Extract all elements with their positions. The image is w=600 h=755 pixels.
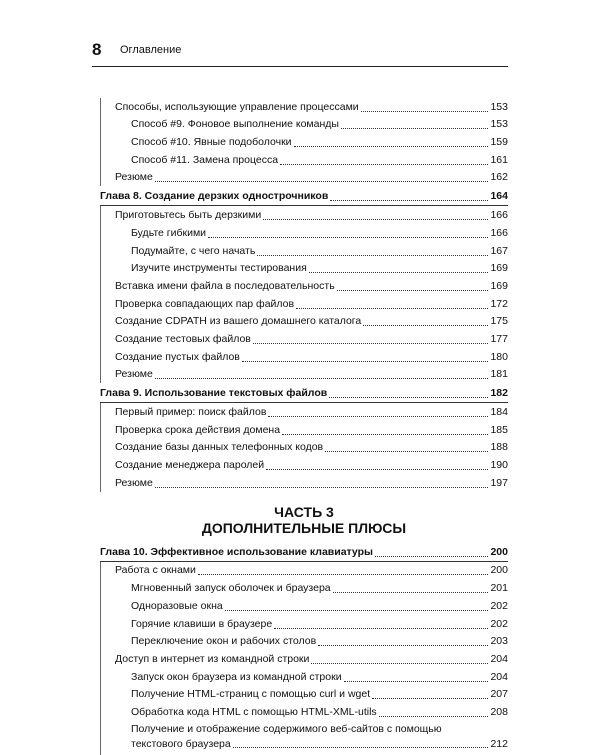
part-title: ДОПОЛНИТЕЛЬНЫЕ ПЛЮСЫ (201, 519, 407, 536)
toc-entry-label: Способ #11. Замена процесса (131, 153, 279, 166)
toc-entry-page: 177 (490, 332, 508, 345)
toc-entry (100, 242, 508, 260)
dot-leader (372, 698, 488, 699)
toc-entry-page: 169 (490, 262, 508, 275)
toc-entry-label: Резюме (115, 171, 153, 184)
toc-entry-page: 153 (490, 118, 508, 131)
toc-entry (100, 439, 508, 457)
toc-entry-label: Изучите инструменты тестирования (131, 262, 307, 275)
toc-entry-page: 167 (490, 244, 508, 257)
toc-chapter-page: 182 (490, 387, 508, 400)
dot-leader (363, 325, 488, 326)
dot-leader (266, 469, 488, 470)
dot-leader (225, 610, 489, 611)
part-heading (100, 504, 508, 536)
toc-entry-label: Проверка срока действия домена (115, 423, 281, 436)
toc-entry-page: 207 (490, 688, 508, 701)
toc-entry-label: Работа с окнами (115, 564, 196, 577)
toc-entry (100, 169, 508, 187)
toc-entry (100, 151, 508, 169)
toc-entry-label: Получение и отображение содержимого веб-сайтов с помощью (131, 722, 442, 735)
toc-entry (100, 650, 508, 668)
toc-entry-label: Горячие клавиши в браузере (131, 617, 273, 630)
dot-leader (253, 343, 489, 344)
toc-entry-label: Обработка кода HTML с помощью HTML-XML-utils (131, 705, 377, 718)
toc-entry (100, 703, 508, 721)
toc-entry-label: Запуск окон браузера из командной строки (131, 670, 342, 683)
dot-leader (337, 290, 489, 291)
toc-entry (100, 133, 508, 151)
toc-entry-page: 203 (490, 635, 508, 648)
toc-entry (100, 348, 508, 366)
toc-entry-label-line2: текстового браузера (131, 737, 231, 750)
toc-entry-page: 161 (490, 153, 508, 166)
dot-leader (242, 361, 489, 362)
toc-entry-label: Первый пример: поиск файлов (115, 406, 267, 418)
dot-leader (294, 146, 489, 147)
toc-entry-label: Проверка совпадающих пар файлов (115, 297, 295, 310)
toc-chapter (100, 542, 508, 562)
toc-entry-label: Создание менеджера паролей (115, 459, 265, 472)
toc-entry-page: 200 (490, 564, 508, 577)
toc-chapter (100, 186, 508, 206)
toc-entry-label: Переключение окон и рабочих столов (131, 635, 317, 648)
dot-leader (379, 716, 489, 717)
toc-chapter-page: 164 (490, 190, 508, 203)
toc-entry-page: 190 (490, 459, 508, 472)
toc-entry (100, 668, 508, 686)
dot-leader (257, 255, 488, 256)
toc-entry-label: Одноразовые окна (131, 599, 223, 612)
toc-entry-label: Приготовьтесь быть дерзкими (115, 209, 262, 222)
dot-leader (318, 645, 488, 646)
toc-entry-page: 175 (490, 315, 508, 328)
toc-entry-page: 153 (490, 100, 508, 113)
toc-entry-page: 208 (490, 705, 508, 718)
toc-chapter-label: Глава 9. Использование текстовых файлов (100, 387, 328, 400)
dot-leader (341, 128, 489, 129)
dot-leader (155, 181, 489, 182)
toc-chapter (100, 383, 508, 403)
toc-entry (100, 474, 508, 492)
toc-entry-page: 204 (490, 652, 508, 665)
toc-entry-label: Способы, использующие управление процессами (115, 100, 359, 113)
toc-entry-page: 197 (490, 476, 508, 489)
toc-entry (100, 562, 508, 580)
toc-entry-label: Способ #10. Явные подоболочки (131, 136, 292, 149)
toc-entry (100, 686, 508, 704)
toc-entry-label: Создание CDPATH из вашего домашнего каталога (115, 315, 362, 328)
toc-entry (100, 633, 508, 651)
toc-entry-page: 204 (490, 670, 508, 683)
dot-leader (344, 681, 489, 682)
page-header (92, 40, 508, 67)
toc-chapter-label: Глава 8. Создание дерзких однострочников (100, 190, 329, 203)
table-of-contents (100, 98, 508, 755)
toc-entry-label: Получение HTML-страниц с помощью curl и wget (131, 688, 371, 701)
toc-entry-page: 181 (490, 368, 508, 381)
toc-entry-label: Доступ в интернет из командной строки (115, 652, 310, 665)
toc-entry-page: 201 (490, 582, 508, 595)
dot-leader (325, 451, 488, 452)
dot-leader (282, 434, 488, 435)
toc-entry-page: 185 (490, 423, 508, 436)
toc-entry (100, 116, 508, 134)
toc-entry (100, 421, 508, 439)
dot-leader (155, 487, 489, 488)
toc-entry-label: Мгновенный запуск оболочек и браузера (131, 582, 331, 595)
dot-leader (280, 164, 488, 165)
dot-leader (263, 219, 488, 220)
toc-entry (100, 260, 508, 278)
dot-leader (208, 237, 488, 238)
toc-entry-label: Создание пустых файлов (115, 350, 240, 363)
toc-entry-label: Подумайте, с чего начать (131, 244, 256, 257)
dot-leader (268, 416, 488, 417)
toc-entry-page: 184 (490, 406, 508, 418)
toc-entry (100, 295, 508, 313)
dot-leader (329, 397, 488, 398)
dot-leader (198, 574, 489, 575)
toc-entry-label: Способ #9. Фоновое выполнение команды (131, 118, 339, 131)
toc-chapter-label: Глава 10. Эффективное использование клавиатуры (100, 545, 374, 558)
toc-entry (100, 403, 508, 421)
toc-entry-page: 172 (490, 297, 508, 310)
toc-entry (100, 330, 508, 348)
toc-entry (100, 456, 508, 474)
toc-entry (100, 597, 508, 615)
toc-entry (100, 98, 508, 116)
dot-leader (296, 308, 488, 309)
toc-entry-page: 166 (490, 209, 508, 222)
dot-leader (309, 272, 489, 273)
toc-entry (100, 224, 508, 242)
dot-leader (333, 592, 489, 593)
toc-entry-label: Вставка имени файла в последовательность (115, 279, 335, 292)
toc-entry-page: 162 (490, 171, 508, 184)
part-number: ЧАСТЬ 3 (274, 503, 334, 520)
toc-entry-page: 202 (490, 617, 508, 630)
toc-entry-page: 159 (490, 136, 508, 149)
toc-entry-label: Будьте гибкими (131, 226, 207, 239)
dot-leader (311, 663, 488, 664)
toc-chapter-page: 200 (490, 545, 508, 558)
toc-entry-page: 166 (490, 226, 508, 239)
toc-entry-page: 212 (490, 737, 508, 750)
toc-entry (100, 615, 508, 633)
toc-entry-page: 188 (490, 441, 508, 454)
dot-leader (361, 111, 489, 112)
dot-leader (375, 556, 488, 557)
toc-entry (100, 579, 508, 597)
running-title: Оглавление (120, 44, 182, 56)
dot-leader (330, 200, 488, 201)
toc-entry (100, 277, 508, 295)
toc-entry-label: Резюме (115, 368, 153, 381)
toc-entry (100, 366, 508, 384)
dot-leader (155, 378, 489, 379)
toc-entry-label: Создание базы данных телефонных кодов (115, 441, 324, 454)
toc-entry (100, 313, 508, 331)
toc-entry-page: 180 (490, 350, 508, 363)
dot-leader (274, 628, 488, 629)
toc-entry-label: Создание тестовых файлов (115, 332, 251, 345)
dot-leader (233, 747, 489, 748)
toc-entry-page: 202 (490, 599, 508, 612)
toc-entry-label: Резюме (115, 476, 153, 489)
page-number: 8 (92, 40, 102, 59)
toc-entry (100, 206, 508, 224)
toc-entry-page: 169 (490, 279, 508, 292)
